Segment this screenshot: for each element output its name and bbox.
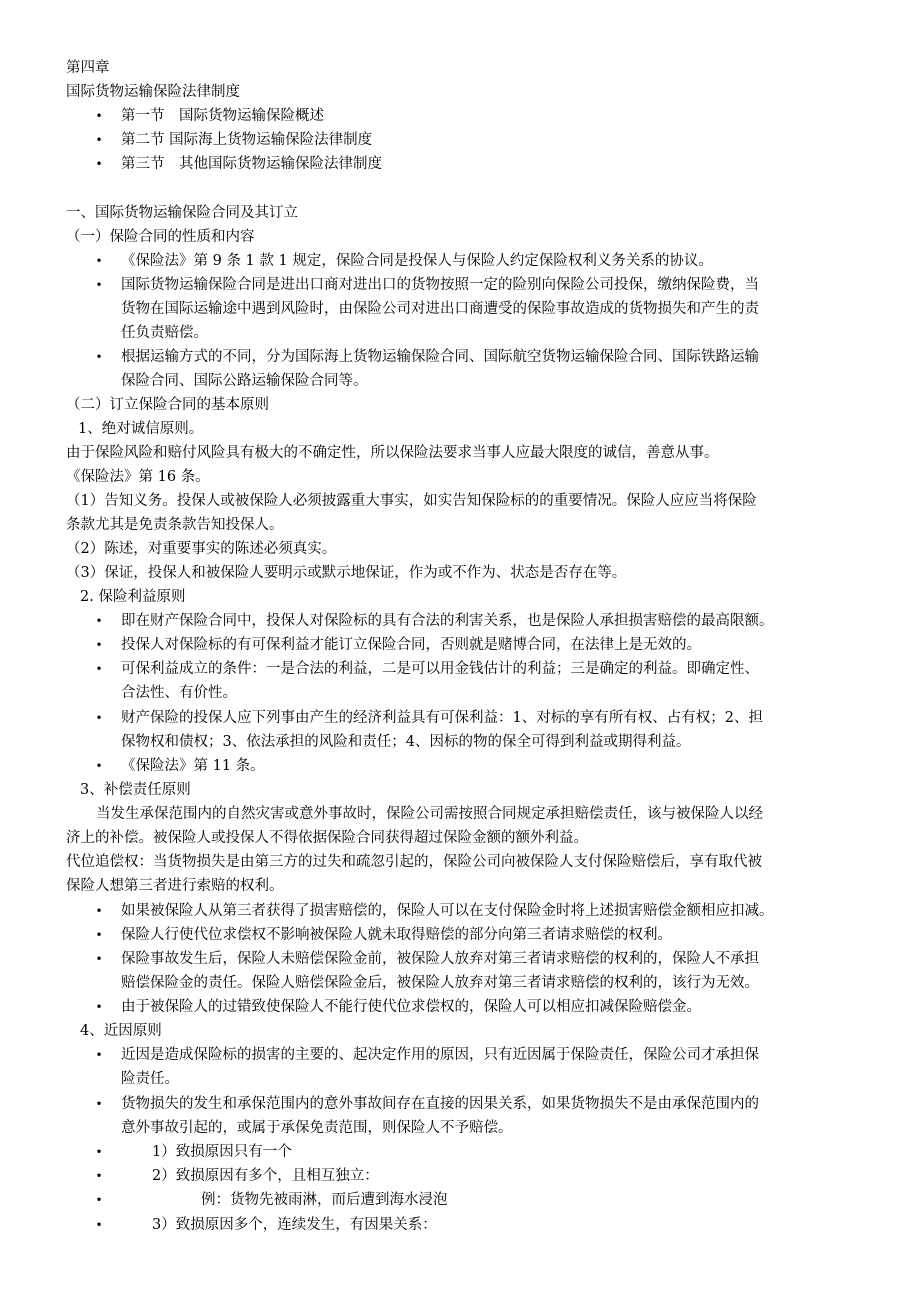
bullet-icon: • (95, 254, 103, 268)
bullet-icon: • (95, 1048, 103, 1062)
list-item: 如果被保险人从第三者获得了损害赔偿的，保险人可以在支付保险金时将上述损害赔偿金额相应扣减。 (121, 903, 774, 919)
principle-title: 4、近因原则 (80, 1023, 162, 1039)
list-item: 国际货物运输保险合同是进出口商对进出口的货物按照一定的险别向保险公司投保，缴纳保险费，当 (121, 277, 759, 293)
paragraph-line: 当发生承保范围内的自然灾害或意外事故时，保险公司需按照合同规定承担赔偿责任，该与被保险人以经 (96, 806, 763, 822)
list-item: 货物损失的发生和承保范围内的意外事故间存在直接的因果关系，如果货物损失不是由承保范围内的 (121, 1096, 759, 1112)
list-item: 投保人对保险标的有可保利益才能订立保险合同，否则就是赌博合同，在法律上是无效的。 (121, 637, 701, 653)
paragraph-line: 代位追偿权：当货物损失是由第三方的过失和疏忽引起的，保险公司向被保险人支付保险赔偿后，享有取代被 (66, 854, 762, 870)
list-item: 《保险法》第 11 条。 (121, 758, 265, 774)
chapter-title: 国际货物运输保险法律制度 (66, 84, 240, 100)
list-item: 险责任。 (121, 1071, 179, 1087)
bullet-icon: • (95, 350, 103, 364)
principle-title: 2. 保险利益原则 (80, 589, 186, 605)
paragraph-line: （1）告知义务。投保人或被保险人必须披露重大事实，如实告知保险标的的重要情况。保险人应应当将保险 (66, 493, 757, 509)
principle-title: 3、补偿责任原则 (80, 782, 191, 798)
list-item: 《保险法》第 9 条 1 款 1 规定，保险合同是投保人与保险人约定保险权利义务关系的协议。 (121, 253, 713, 269)
list-item: 根据运输方式的不同，分为国际海上货物运输保险合同、国际航空货物运输保险合同、国际铁路运输 (121, 349, 759, 365)
list-item: 意外事故引起的，或属于承保免责范围，则保险人不予赔偿。 (121, 1120, 513, 1136)
list-item: 3）致损原因多个，连续发生，有因果关系： (152, 1217, 437, 1233)
section-heading: 一、国际货物运输保险合同及其订立 (66, 205, 298, 221)
bullet-icon: • (95, 952, 103, 966)
list-item: 由于被保险人的过错致使保险人不能行使代位求偿权的，保险人可以相应扣减保险赔偿金。 (121, 999, 701, 1015)
list-item: 保险人行使代位求偿权不影响被保险人就未取得赔偿的部分向第三者请求赔偿的权利。 (121, 927, 672, 943)
bullet-icon: • (95, 904, 103, 918)
bullet-icon: • (95, 1218, 103, 1232)
subsection-heading: （二）订立保险合同的基本原则 (66, 397, 269, 413)
list-item: 赔偿保险金的责任。保险人赔偿保险金后，被保险人放弃对第三者请求赔偿的权利的，该行为无效。 (121, 975, 759, 991)
list-item: 保险事故发生后，保险人未赔偿保险金前，被保险人放弃对第三者请求赔偿的权利的，保险人不承担 (121, 951, 759, 967)
list-item: 可保利益成立的条件：一是合法的利益，二是可以用金钱估计的利益；三是确定的利益。即确定性、 (121, 661, 759, 677)
list-item: 财产保险的投保人应下列事由产生的经济利益具有可保利益：1、对标的享有所有权、占有权；2、担 (121, 710, 763, 726)
toc-item: 第三节 其他国际货物运输保险法律制度 (121, 156, 382, 172)
bullet-icon: • (95, 614, 103, 628)
bullet-icon: • (95, 1169, 103, 1183)
list-item: 例：货物先被雨淋，而后遭到海水浸泡 (201, 1192, 448, 1208)
bullet-icon: • (95, 1145, 103, 1159)
list-item: 2）致损原因有多个，且相互独立： (152, 1168, 379, 1184)
list-item: 保物权和债权；3、依法承担的风险和责任；4、因标的物的保全可得到利益或期得利益。 (121, 734, 691, 750)
principle-title: 1、绝对诚信原则。 (78, 421, 204, 437)
list-item: 货物在国际运输途中遇到风险时，由保险公司对进出口商遭受的保险事故造成的货物损失和产生的责 (121, 301, 759, 317)
bullet-icon: • (95, 1000, 103, 1014)
bullet-icon: • (95, 759, 103, 773)
subsection-heading: （一）保险合同的性质和内容 (66, 229, 255, 245)
bullet-icon: • (95, 638, 103, 652)
paragraph-line: 《保险法》第 16 条。 (66, 469, 210, 485)
bullet-icon: • (95, 109, 103, 123)
toc-item: 第一节 国际货物运输保险概述 (121, 108, 324, 124)
bullet-icon: • (95, 278, 103, 292)
list-item: 1）致损原因只有一个 (152, 1144, 292, 1160)
bullet-icon: • (95, 133, 103, 147)
list-item: 保险合同、国际公路运输保险合同等。 (121, 373, 368, 389)
bullet-icon: • (95, 1097, 103, 1111)
toc-item: 第二节 国际海上货物运输保险法律制度 (121, 132, 373, 148)
list-item: 近因是造成保险标的损害的主要的、起决定作用的原因，只有近因属于保险责任，保险公司才承担保 (121, 1047, 759, 1063)
bullet-icon: • (95, 157, 103, 171)
bullet-icon: • (95, 662, 103, 676)
list-item: 任负责赔偿。 (121, 325, 208, 341)
paragraph-line: （3）保证，投保人和被保险人要明示或默示地保证，作为或不作为、状态是否存在等。 (66, 565, 627, 581)
bullet-icon: • (95, 928, 103, 942)
chapter-number: 第四章 (66, 60, 110, 76)
paragraph-line: （2）陈述，对重要事实的陈述必须真实。 (66, 541, 337, 557)
paragraph-line: 保险人想第三者进行索赔的权利。 (66, 878, 284, 894)
list-item: 合法性、有价性。 (121, 685, 237, 701)
list-item: 即在财产保险合同中，投保人对保险标的具有合法的利害关系，也是保险人承担损害赔偿的最高限额。 (121, 613, 774, 629)
paragraph-line: 济上的补偿。被保险人或投保人不得依据保险合同获得超过保险金额的额外利益。 (66, 830, 588, 846)
bullet-icon: • (95, 711, 103, 725)
bullet-icon: • (95, 1193, 103, 1207)
paragraph-line: 由于保险风险和赔付风险具有极大的不确定性，所以保险法要求当事人应最大限度的诚信，善意从事。 (66, 445, 719, 461)
paragraph-line: 条款尤其是免责条款告知投保人。 (66, 517, 284, 533)
